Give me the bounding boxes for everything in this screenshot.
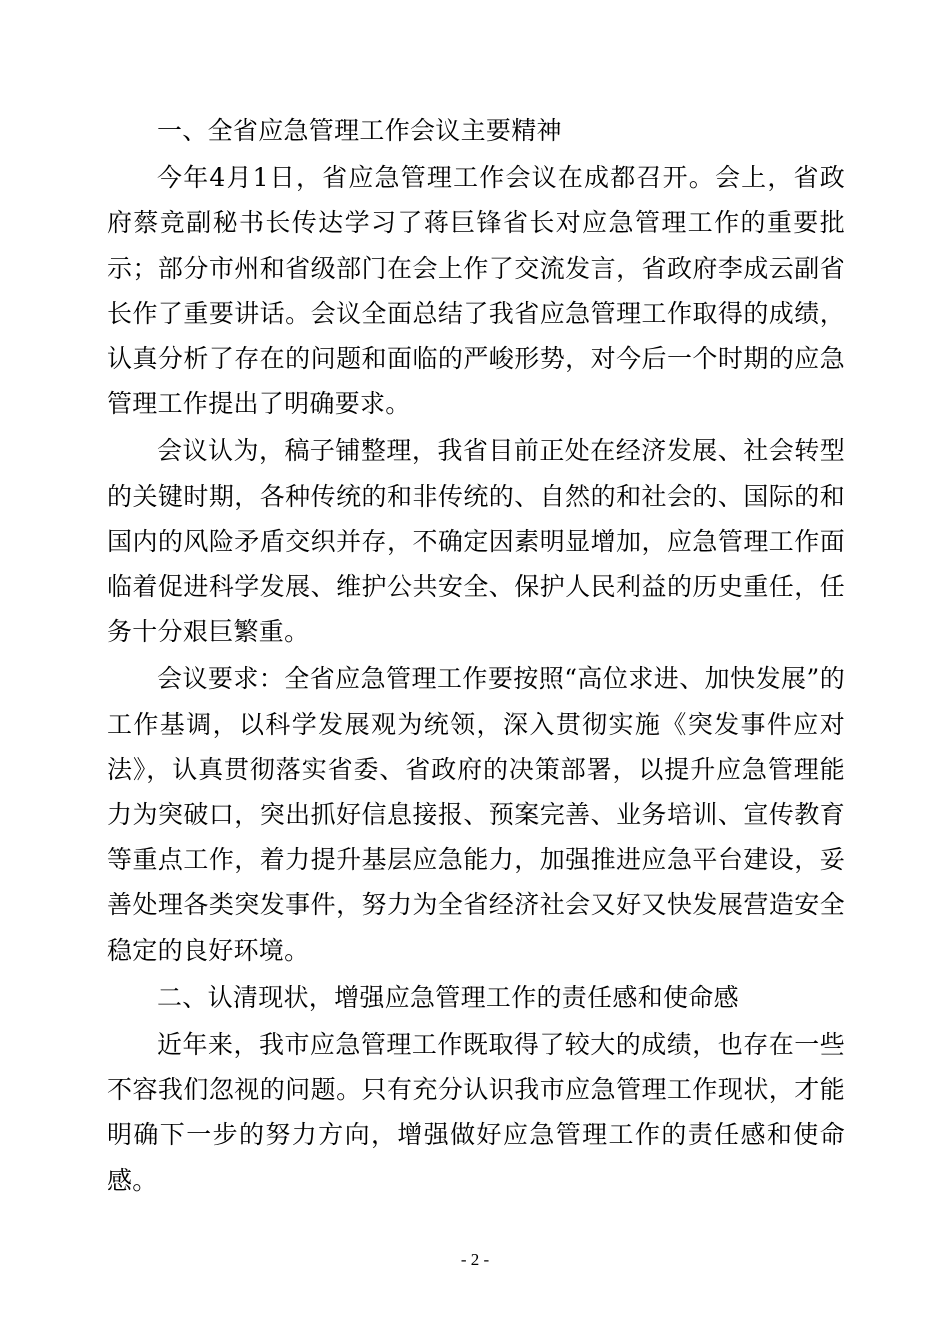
document-body: [107, 108, 845, 1205]
paragraph-meeting-summary: 今年4月1日，省应急管理工作会议在成都召开。会上，省政府蔡竞副秘书长传达学习了蒋巨锋省长对应急管理工作的重要批示；部分市州和省级部门在会上作了交流发言，省政府李成云副省长作了重要讲话。会议全面总结了我省应急管理工作取得的成绩，认真分析了存在的问题和面临的严峻形势，对今后一个时期的应急管理工作提出了明确要求。: [107, 163, 845, 419]
paragraph-meeting-assessment: 会议认为，稿子铺整理，我省目前正处在经济发展、社会转型的关键时期，各种传统的和非传统的、自然的和社会的、国际的和国内的风险矛盾交织并存，不确定因素明显增加，应急管理工作面临着促进科学发展、维护公共安全、保护人民利益的历史重任，任务十分艰巨繁重。: [107, 436, 845, 647]
page-number: - 2 -: [460, 1250, 490, 1269]
paragraph-current-status: 近年来，我市应急管理工作既取得了较大的成绩，也存在一些不容我们忽视的问题。只有充分认识我市应急管理工作现状，才能明确下一步的努力方向，增强做好应急管理工作的责任感和使命感。: [107, 1030, 845, 1195]
section-heading-1: 一、全省应急管理工作会议主要精神: [157, 116, 562, 145]
paragraph-meeting-requirements: 会议要求：全省应急管理工作要按照“高位求进、加快发展”的工作基调，以科学发展观为统领，深入贯彻实施《突发事件应对法》，认真贯彻落实省委、省政府的决策部署，以提升应急管理能力为突破口，突出抓好信息接报、预案完善、业务培训、宣传教育等重点工作，着力提升基层应急能力，加强推进应急平台建设，妥善处理各类突发事件，努力为全省经济社会又好又快发展营造安全稳定的良好环境。: [107, 664, 845, 965]
section-heading-2: 二、认清现状，增强应急管理工作的责任感和使命感: [157, 982, 739, 1012]
